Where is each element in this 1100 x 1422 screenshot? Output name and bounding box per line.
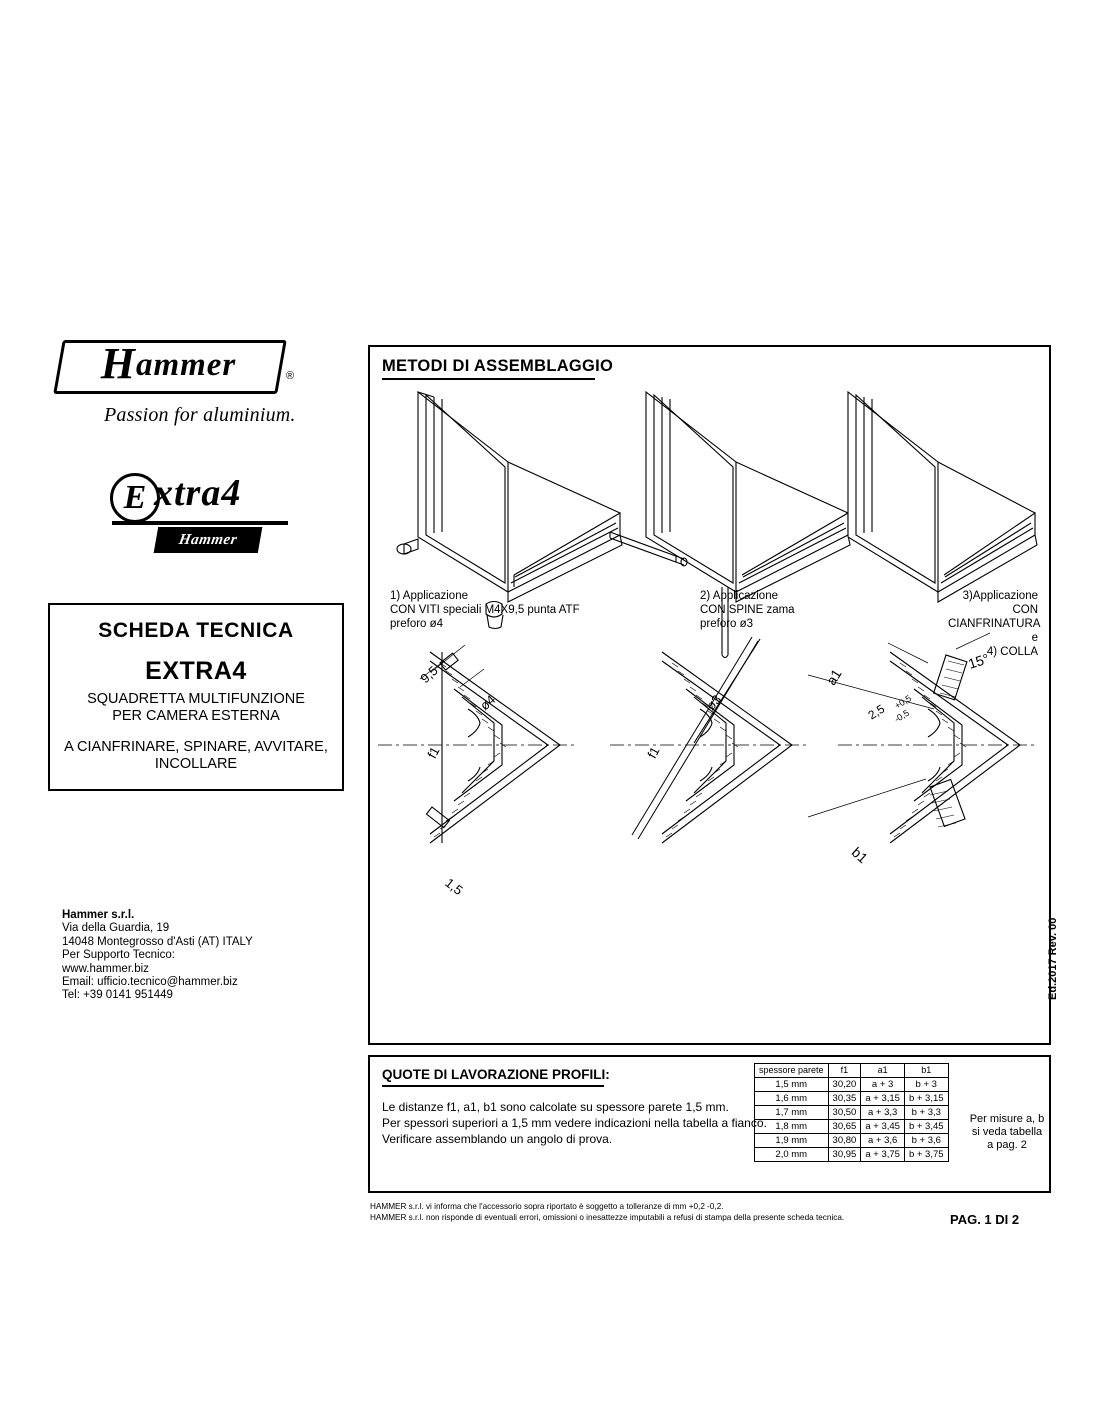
wall-thickness-table — [754, 1063, 949, 1162]
caption-method-1 — [390, 589, 580, 631]
caption-2-line3: preforo ø3 — [700, 618, 754, 630]
table-cell: a + 3,6 — [861, 1134, 905, 1148]
table-cell: 30,50 — [828, 1106, 861, 1120]
table-cell: 30,65 — [828, 1120, 861, 1134]
table-row — [755, 1134, 949, 1148]
side-note-line1: Per misure a, b — [969, 1113, 1045, 1125]
table-cell: a + 3 — [861, 1078, 905, 1092]
footer-disclaimer — [370, 1201, 970, 1223]
table-row — [755, 1148, 949, 1162]
table-cell: 1,5 mm — [755, 1078, 829, 1092]
caption-1-line1: 1) Applicazione — [390, 590, 468, 602]
caption-3-line2: CON CIANFRINATURA e — [948, 604, 1041, 644]
extra4-e-letter: E — [110, 473, 160, 523]
registered-mark-icon: ® — [286, 370, 295, 382]
table-cell: 1,6 mm — [755, 1092, 829, 1106]
table-header-cell: b1 — [904, 1064, 948, 1078]
table-cell: 30,95 — [828, 1148, 861, 1162]
caption-2-line2: CON SPINE zama — [700, 604, 795, 616]
quotes-panel — [368, 1055, 1051, 1193]
assembly-title: METODI DI ASSEMBLAGGIO — [382, 357, 614, 375]
table-cell: 1,8 mm — [755, 1120, 829, 1134]
dim-label-d3: ø3 — [702, 691, 725, 714]
table-cell: b + 3,45 — [904, 1120, 948, 1134]
side-note — [964, 1113, 1050, 1152]
spec-model: EXTRA4 — [145, 657, 247, 685]
company-address2: 14048 Montegrosso d'Asti (AT) ITALY — [62, 935, 253, 948]
table-cell: b + 3,3 — [904, 1106, 948, 1120]
spec-desc-line4: INCOLLARE — [154, 756, 238, 772]
dim-label-d4: ø4 — [476, 691, 499, 714]
quotes-title-underline — [382, 1085, 604, 1087]
table-row — [755, 1092, 949, 1106]
table-cell: b + 3,6 — [904, 1134, 948, 1148]
company-name: Hammer s.r.l. — [62, 909, 135, 921]
table-cell: a + 3,3 — [861, 1106, 905, 1120]
caption-1-line3: preforo ø4 — [390, 618, 444, 630]
caption-3-line1: 3)Applicazione — [962, 590, 1038, 602]
footer-note-1: HAMMER s.r.l. vi informa che l'accessorio sopra riportato è soggetto a tolleranze di mm +0,2 -0,2. — [370, 1202, 724, 1211]
table-cell: 1,7 mm — [755, 1106, 829, 1120]
quotes-text — [382, 1099, 767, 1147]
side-note-line3: a pag. 2 — [987, 1139, 1027, 1151]
caption-method-3 — [948, 589, 1041, 659]
company-address1: Via della Guardia, 19 — [62, 922, 170, 935]
table-header-cell: a1 — [861, 1064, 905, 1078]
dim-label-b1: b1 — [848, 843, 871, 867]
dim-label-f1-a: f1 — [424, 744, 443, 761]
extra4-badge-label: Hammer — [177, 532, 239, 548]
company-email[interactable]: Email: ufficio.tecnico@hammer.biz — [62, 976, 238, 989]
extra4-logo — [110, 469, 320, 559]
table-cell: b + 3,75 — [904, 1148, 948, 1162]
table-cell: a + 3,15 — [861, 1092, 905, 1106]
extra4-hammer-badge — [154, 527, 263, 553]
logo-wordmark: Hammer — [100, 339, 237, 388]
company-support-label: Per Supporto Tecnico: — [62, 949, 175, 962]
spec-desc-line2: PER CAMERA ESTERNA — [112, 708, 280, 724]
table-cell: a + 3,45 — [861, 1120, 905, 1134]
dim-label-a1: a1 — [822, 666, 845, 688]
brand-tagline: Passion for aluminium. — [104, 404, 296, 426]
page-number: PAG. 1 DI 2 — [950, 1212, 1020, 1227]
dim-label-2-5: 2,5 — [865, 701, 888, 723]
left-column — [48, 340, 348, 1003]
spec-desc-line1: SQUADRETTA MULTIFUNZIONE — [87, 691, 305, 707]
dim-label-1-5: 1,5 — [442, 875, 466, 898]
quotes-line-1: Le distanze f1, a1, b1 sono calcolate su spessore parete 1,5 mm. — [382, 1100, 729, 1114]
side-note-line2: si veda tabella — [971, 1126, 1043, 1138]
table-cell: 30,35 — [828, 1092, 861, 1106]
company-telephone: Tel: +39 0141 951449 — [62, 989, 173, 1002]
caption-2-line1: 2) Applicazione — [700, 590, 778, 602]
spec-desc-line3: A CIANFRINARE, SPINARE, AVVITARE, — [64, 739, 328, 755]
spec-box — [48, 603, 344, 791]
company-website[interactable]: www.hammer.biz — [62, 962, 149, 975]
table-header-row — [755, 1064, 949, 1078]
table-header-cell: spessore parete — [755, 1064, 829, 1078]
footer-note-2: HAMMER s.r.l. non risponde di eventuali errori, omissioni o inesattezze imputabili a refusi di stampa della presente scheda tecnica. — [370, 1213, 845, 1222]
table-row — [755, 1078, 949, 1092]
company-block — [62, 909, 348, 1003]
spec-title: SCHEDA TECNICA — [98, 619, 294, 642]
table-cell: a + 3,75 — [861, 1148, 905, 1162]
dim-label-9-5: 9,5 — [417, 662, 441, 687]
quotes-title: QUOTE DI LAVORAZIONE PROFILI: — [382, 1067, 610, 1082]
caption-1-line2: CON VITI speciali M4X9,5 punta ATF — [390, 604, 580, 616]
extra4-wordmark: xtra4 — [154, 472, 242, 514]
table-cell: 1,9 mm — [755, 1134, 829, 1148]
dim-label-tol-minus: -0,5 — [892, 707, 911, 725]
extra4-underline — [112, 521, 288, 525]
table-cell: b + 3,15 — [904, 1092, 948, 1106]
caption-3-line3: 4) COLLA — [986, 646, 1038, 658]
table-header-cell: f1 — [828, 1064, 861, 1078]
quotes-line-3: Verificare assemblando un angolo di prova. — [382, 1132, 613, 1146]
hammer-logo — [58, 339, 295, 396]
dim-label-15deg: 15° — [966, 650, 992, 672]
table-cell: 2,0 mm — [755, 1148, 829, 1162]
quotes-line-2: Per spessori superiori a 1,5 mm vedere indicazioni nella tabella a fianco. — [382, 1116, 767, 1130]
table-row — [755, 1120, 949, 1134]
table-cell: b + 3 — [904, 1078, 948, 1092]
assembly-drawing-panel — [368, 345, 1051, 1045]
caption-method-2 — [700, 589, 795, 631]
dim-label-f1-b: f1 — [644, 744, 663, 761]
table-cell: 30,80 — [828, 1134, 861, 1148]
edition-revision: Ed.2017 Rev. 00 — [1047, 917, 1059, 1000]
table-cell: 30,20 — [828, 1078, 861, 1092]
logo-wordmark-rest: ammer — [135, 347, 237, 383]
table-row — [755, 1106, 949, 1120]
dim-label-tol-plus: +0,5 — [892, 693, 914, 711]
